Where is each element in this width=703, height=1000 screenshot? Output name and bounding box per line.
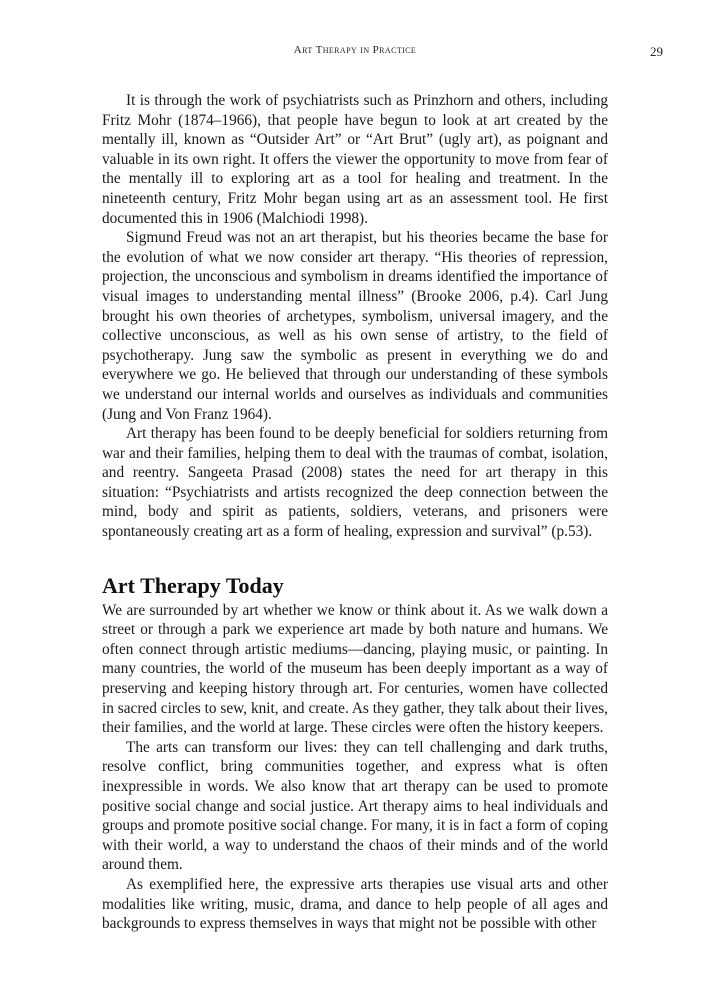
paragraph-surrounded-by-art: We are surrounded by art whether we know or think about it. As we walk down a street or through a park we experience art made by both nature and humans. We often connect through artistic mediums—dancing, playing music, or painting. In many countries, the world of the museum has been deeply important as a way of preserving and keeping history through art. For centuries, women have collected in sacred circles to sew, knit, and create. As they gather, they talk about their lives, their families, and the world at large. These circles were often the history keepers. [102, 601, 608, 737]
body-text [102, 91, 608, 934]
paragraph-soldiers: Art therapy has been found to be deeply beneficial for soldiers returning from war and their families, helping them to deal with the traumas of combat, isolation, and reentry. Sangeeta Prasad (2008) states the need for art therapy in this situation: “Psychiatrists and artists recognized the deep connection between the mind, body and spirit as patients, soldiers, veterans, and prisoners were spontaneously creating art as a form of healing, expression and survival” (p.53). [102, 425, 608, 541]
paragraph-freud-jung: Sigmund Freud was not an art therapist, but his theories became the base for the evolution of what we now consider art therapy. “His theories of repression, projection, the unconscious and symbolism in dreams identified the importance of visual images to understanding mental illness” (Brooke 2006, p.4). Carl Jung brought his own theories of archetypes, symbolism, universal imagery, and the collective unconscious, as well as his own sense of artistry, to the field of psychotherapy. Jung saw the symbolic as present in everything we do and everywhere we go. He believed that through our understanding of these symbols we understand our internal worlds and ourselves as individuals and communities (Jung and Von Franz 1964). [102, 229, 608, 423]
running-head: Art Therapy in Practice [293, 44, 417, 56]
paragraph-outsider-art: It is through the work of psychiatrists such as Prinzhorn and others, including Fritz Mohr (1874–1966), that people have begun to look at art created by the mentally ill, known as “Outsider Art” or “Art Brut” (ugly art), as poignant and valuable in its own right. It offers the viewer the opportunity to move from fear of the mentally ill to exploring art as a tool for healing and treatment. In the nineteenth century, Fritz Mohr began using art as an assessment tool. He first documented this in 1906 (Malchiodi 1998). [102, 92, 608, 227]
paragraph-expressive-arts: As exemplified here, the expressive arts therapies use visual arts and other modalities like writing, music, drama, and dance to help people of all ages and backgrounds to express themselves in ways that might not be possible with other [102, 875, 608, 933]
paragraph-arts-transform: The arts can transform our lives: they can tell challenging and dark truths, resolve conflict, bring communities together, and express what is often inexpressible in words. We also know that art therapy can be used to promote positive social change and social justice. Art therapy aims to heal individuals and groups and promote positive social change. For many, it is in fact a form of coping with their world, a way to understand the chaos of their minds and of the world around them. [102, 738, 608, 874]
page-number: 29 [650, 44, 663, 59]
section-heading: Art Therapy Today [102, 572, 284, 598]
